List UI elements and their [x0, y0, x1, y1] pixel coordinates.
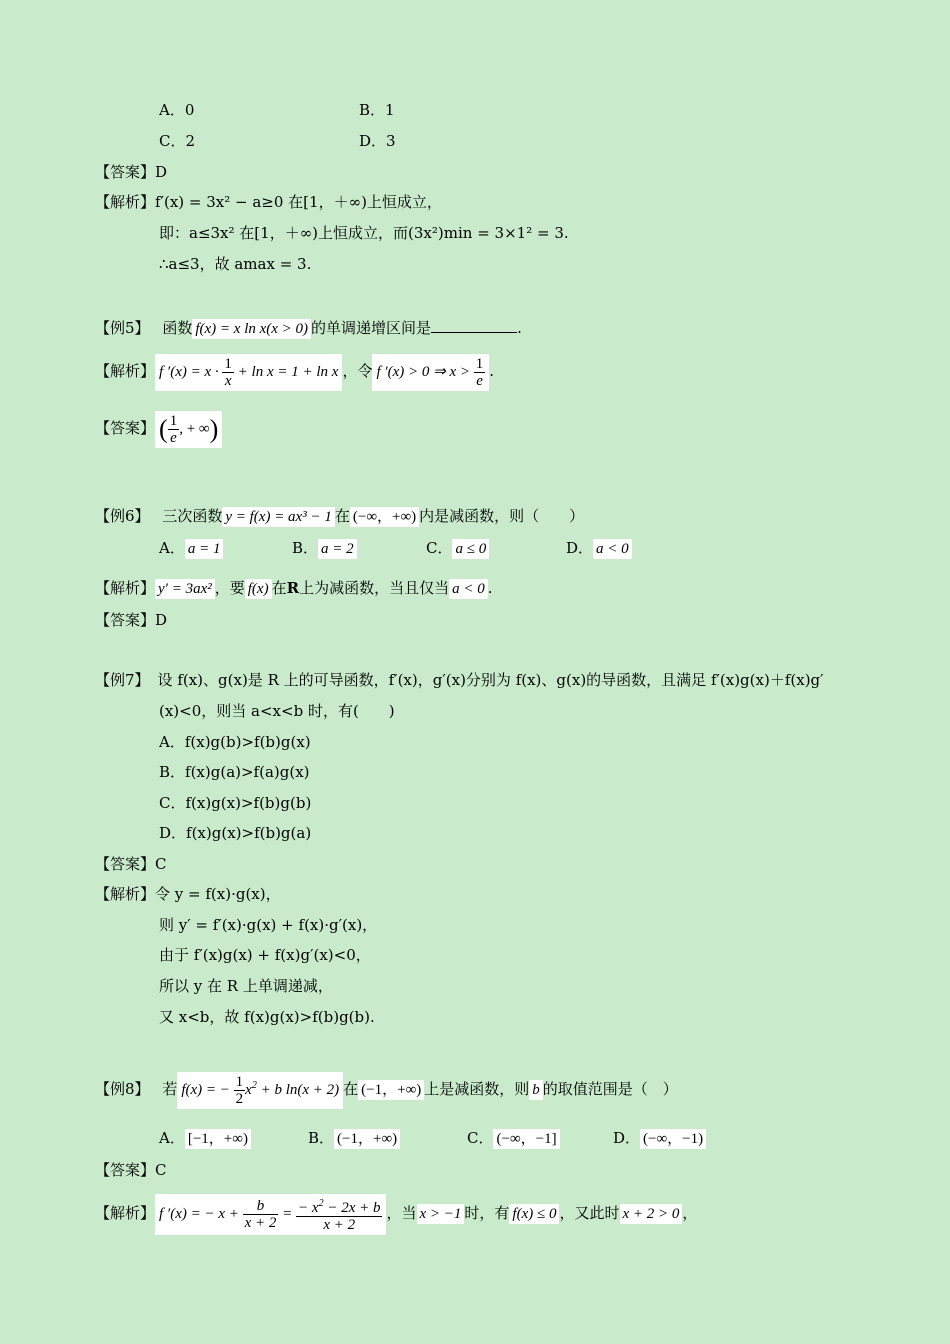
answer-value: C [155, 855, 167, 873]
analysis-line: 又 x<b，故 f(x)g(x)>f(b)g(b). [159, 1008, 375, 1026]
option-d [566, 538, 632, 559]
analysis-tag: 【解析】 [95, 362, 156, 380]
option-d [613, 1128, 706, 1149]
option-a: A．0 [159, 101, 195, 119]
option-value: a = 1 [185, 539, 224, 559]
answer-tag: 【答案】 [95, 163, 156, 181]
answer-tag: 【答案】 [95, 855, 156, 873]
analysis-tag: 【解析】 [95, 1204, 156, 1222]
example-7-question-1 [95, 670, 824, 690]
option-b [308, 1128, 400, 1149]
option-label: D． [613, 1129, 641, 1147]
option-label: A． [159, 539, 185, 557]
analysis-text: f′(x) = 3x² − a≥0 在[1，＋∞)上恒成立， [155, 193, 442, 211]
analysis-tag: 【解析】 [95, 193, 156, 211]
option-c [467, 1128, 560, 1149]
example-5-question: 【例5】 函数 f(x) = x ln x(x > 0) 的单调递增区间是 . [95, 319, 522, 337]
option-value: (−∞，−1) [640, 1129, 706, 1149]
answer-value: D [155, 611, 168, 629]
answer-value: C [155, 1161, 167, 1179]
q-mid: 在 [334, 507, 350, 525]
option-b: B．1 [359, 101, 395, 119]
q-prefix: 若 [162, 1080, 178, 1098]
option-value: a < 0 [593, 539, 632, 559]
option-label: C． [467, 1129, 494, 1147]
example-6-answer [95, 610, 167, 630]
q-suffix: 的单调递增区间是 [311, 319, 432, 337]
example-8-analysis [95, 1190, 697, 1236]
analysis-line: 则 y′ = f′(x)·g(x) + f(x)·g′(x)， [159, 916, 378, 934]
analysis-line-2: 即：a≤3x² 在[1，＋∞)上恒成立，而(3x²)min = 3×1² = 3. [159, 224, 569, 242]
option-label: B． [292, 539, 319, 557]
derivative-formula: y′ = 3ax² [155, 579, 215, 599]
q-mid: 在 [343, 1080, 359, 1098]
fx-formula: f(x) [245, 579, 272, 599]
text: ，当 [386, 1204, 417, 1222]
analysis-tag: 【解析】 [95, 579, 156, 597]
derivative-formula: f ′(x) = − x + $\frac{b}{x + 2}$ = $\frac{- x^2 - 2x + b}{x + 2}$ [155, 1194, 386, 1235]
analysis-line: 由于 f′(x)g(x) + f(x)g′(x)<0， [159, 946, 371, 964]
q-suffix: 内是减函数，则（ ） [419, 507, 585, 525]
option-label: A． [159, 1129, 185, 1147]
option-a [159, 538, 223, 559]
real-set: R [286, 579, 300, 597]
condition-formula: f ′(x) > 0 ⇒ x > $\frac{1}{e}$ [372, 354, 489, 391]
answer-tag: 【答案】 [95, 419, 156, 437]
example-tag: 【例6】 [95, 507, 150, 525]
example-5-analysis: 【解析】 f ′(x) = x · $\frac{1}{x}$ + ln x = 1 + ln x ，令 f ′(x) > 0 ⇒ x > $\frac{1}{e}$ . [95, 355, 495, 389]
option-value: (−1，+∞) [334, 1129, 400, 1149]
interval: (−1，+∞) [358, 1080, 424, 1100]
interval: (−∞，+∞) [350, 507, 419, 527]
analysis-text: 令 y = f(x)·g(x)， [155, 885, 281, 903]
text: ， [682, 1204, 698, 1222]
example-5-answer [95, 404, 222, 452]
condition: x + 2 > 0 [620, 1204, 683, 1224]
option-a: A．f(x)g(b)>f(b)g(x) [159, 733, 311, 751]
condition: f(x) ≤ 0 [509, 1204, 559, 1224]
derivative-formula: f ′(x) = x · $\frac{1}{x}$ + ln x = 1 + ln x [155, 354, 342, 391]
option-c: C．2 [159, 132, 196, 150]
condition: a < 0 [449, 579, 488, 599]
option-c [426, 538, 489, 559]
formula: f(x) = − $\frac{1}{2}$ $x^2 + b$ ln(x + 2) [177, 1072, 343, 1109]
analysis-tag: 【解析】 [95, 885, 156, 903]
answer-line [95, 162, 167, 182]
example-8-answer [95, 1160, 167, 1180]
question-text: 设 f(x)、g(x)是 R 上的可导函数，f′(x)，g′(x)分别为 f(x)、g(x)的导函数，且满足 f′(x)g(x)＋f(x)g′ [157, 671, 824, 689]
q-mid: 上是减函数，则 [424, 1080, 530, 1098]
formula: f(x) = x ln x(x > 0) [192, 319, 311, 339]
example-6-analysis: 【解析】 y′ = 3ax² ，要 f(x) 在R上为减函数，当且仅当 a < 0 . [95, 579, 493, 597]
answer-value: D [155, 163, 168, 181]
example-6-question [95, 506, 584, 527]
example-tag: 【例7】 [95, 671, 150, 689]
answer-tag: 【答案】 [95, 611, 156, 629]
example-tag: 【例8】 [95, 1080, 150, 1098]
option-value: (−∞，−1] [493, 1129, 559, 1149]
q-prefix: 三次函数 [162, 507, 223, 525]
option-value: a ≤ 0 [452, 539, 489, 559]
analysis-line-3: ∴a≤3，故 amax = 3. [159, 255, 312, 273]
analysis-line: 所以 y 在 R 上单调递减， [159, 977, 333, 995]
option-d: D．f(x)g(x)>f(b)g(a) [159, 824, 312, 842]
text: 上为减函数，当且仅当 [299, 579, 450, 597]
text: 在 [271, 579, 287, 597]
condition: x > −1 [417, 1204, 465, 1224]
option-c: C．f(x)g(x)>f(b)g(b) [159, 794, 312, 812]
q-prefix: 函数 [162, 319, 193, 337]
answer-interval: ( $\frac{1}{e}$ , + ∞) [155, 411, 222, 448]
option-label: B． [308, 1129, 335, 1147]
option-value: a = 2 [318, 539, 357, 559]
example-7-question-2: (x)<0，则当 a<x<b 时，有( ) [159, 702, 395, 720]
example-tag: 【例5】 [95, 319, 150, 337]
option-b: B．f(x)g(a)>f(a)g(x) [159, 763, 310, 781]
param-b: b [529, 1080, 543, 1100]
q-suffix: 的取值范围是（ ） [542, 1080, 678, 1098]
analysis-line-1 [95, 192, 442, 212]
text: ，又此时 [559, 1204, 620, 1222]
option-a [159, 1128, 251, 1149]
option-d: D．3 [359, 132, 396, 150]
option-value: [−1，+∞) [185, 1129, 251, 1149]
answer-tag: 【答案】 [95, 1161, 156, 1179]
option-label: D． [566, 539, 594, 557]
text: ，要 [214, 579, 245, 597]
ling-text: ，令 [342, 362, 373, 380]
formula: y = f(x) = ax³ − 1 [222, 507, 335, 527]
option-b [292, 538, 357, 559]
answer-blank [431, 318, 517, 333]
text: 时，有 [464, 1204, 510, 1222]
example-7-answer [95, 854, 167, 874]
option-label: C． [426, 539, 453, 557]
example-7-analysis-1 [95, 884, 281, 904]
example-8-question [95, 1066, 678, 1112]
